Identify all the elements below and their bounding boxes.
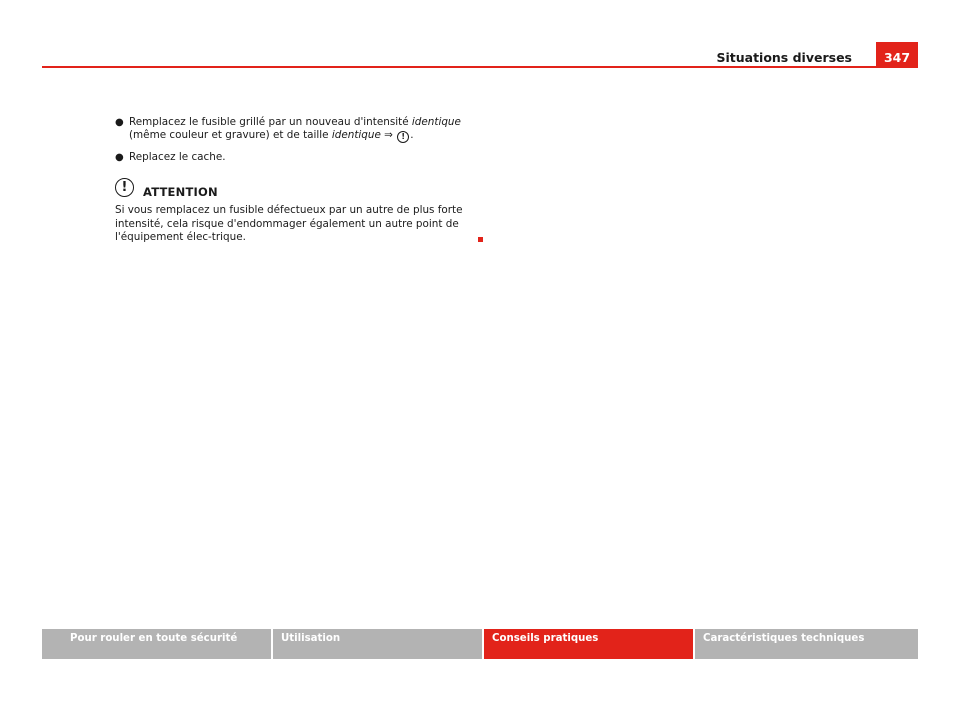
footer-tab-securite[interactable]: Pour rouler en toute sécurité	[42, 629, 273, 659]
warning-header	[115, 178, 477, 204]
section-title: Situations diverses	[716, 50, 852, 65]
warning-reference-icon: !	[397, 131, 409, 143]
bullet-text: Replacez le cache.	[129, 151, 226, 164]
warning-body	[115, 204, 477, 244]
footer-tab-utilisation[interactable]: Utilisation	[273, 629, 484, 659]
bullet-text-part: Remplacez le fusible grillé par un nouveau d'intensité	[129, 116, 412, 128]
bullet-icon: ●	[115, 152, 124, 164]
bullet-icon: ●	[115, 117, 124, 128]
bullet-text-part: (même couleur et gravure) et de taille	[129, 129, 332, 142]
bullet-text-part: .	[410, 129, 414, 142]
bullet-item	[115, 151, 477, 164]
emphasis-text: identique	[331, 129, 381, 142]
bullet-text-part: ⇒	[380, 129, 397, 142]
warning-text: Si vous remplacez un fusible défectueux par un autre de plus forte intensité, cela risque d'endommager également un autre point de l'équipement élec-trique.	[115, 204, 463, 243]
footer-tab-caracteristiques[interactable]: Caractéristiques techniques	[695, 629, 918, 659]
section-end-marker	[478, 237, 483, 242]
emphasis-text: identique	[411, 116, 461, 128]
footer-tab-conseils-pratiques[interactable]: Conseils pratiques	[484, 629, 695, 659]
bullet-item	[115, 116, 477, 143]
footer-nav	[42, 629, 918, 659]
page-content	[115, 116, 477, 244]
header-rule	[42, 66, 918, 68]
warning-title: ATTENTION	[143, 185, 218, 200]
page-number: 347	[876, 42, 918, 68]
exclamation-icon: !	[115, 178, 134, 197]
